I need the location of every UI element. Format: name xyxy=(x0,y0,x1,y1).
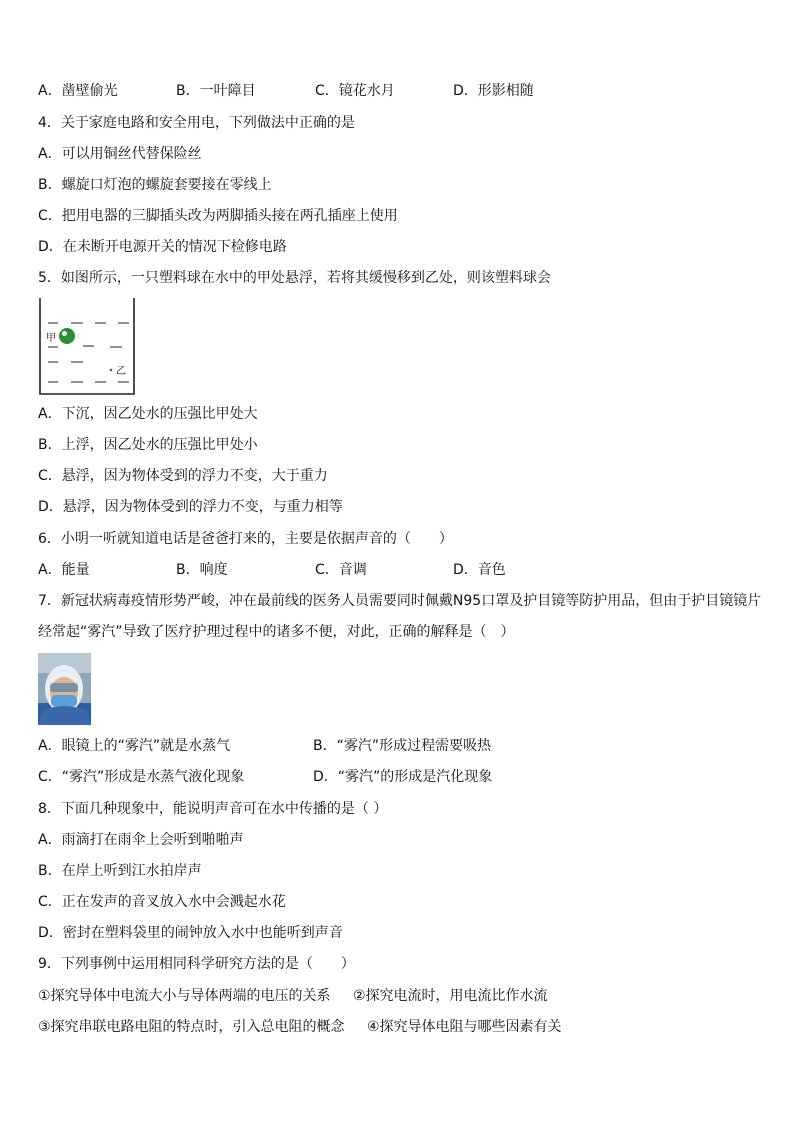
q9-item-2: ②探究电流时，用电流比作水流 xyxy=(353,988,548,1004)
q7-stem-line1: 7．新冠状病毒疫情形势严峻，冲在最前线的医务人员需要同时佩戴N95口罩及护目镜等防护用品，但由于护目镜镜片 xyxy=(38,593,762,609)
q7-option-a: A．眼镜上的“雾汽”就是水蒸气 xyxy=(38,738,231,754)
q8-option-c: C．正在发声的音叉放入水中会溅起水花 xyxy=(38,894,286,910)
q6-option-c: C．音调 xyxy=(315,562,367,578)
q5-option-d: D．悬浮，因为物体受到的浮力不变，与重力相等 xyxy=(38,499,343,515)
q5-beaker-figure xyxy=(38,296,138,398)
q4-stem: 4．关于家庭电路和安全用电，下列做法中正确的是 xyxy=(38,115,355,131)
q5-option-c: C．悬浮，因为物体受到的浮力不变，大于重力 xyxy=(38,468,328,484)
q9-item-3: ③探究串联电路电阻的特点时，引入总电阻的概念 xyxy=(38,1019,345,1035)
q7-option-b: B．“雾汽”形成过程需要吸热 xyxy=(313,738,492,754)
label-jia: 甲 xyxy=(46,333,56,344)
q9-item-1: ①探究导体中电流大小与导体两端的电压的关系 xyxy=(38,988,331,1004)
q9-item-4: ④探究导体电阻与哪些因素有关 xyxy=(367,1019,562,1035)
q5-option-a: A．下沉，因乙处水的压强比甲处大 xyxy=(38,406,258,422)
q4-option-b: B．螺旋口灯泡的螺旋套要接在零线上 xyxy=(38,177,272,193)
q3-option-c: C．镜花水月 xyxy=(315,83,395,99)
q6-stem: 6．小明一听就知道电话是爸爸打来的，主要是依据声音的（ ） xyxy=(38,531,453,547)
q8-option-b: B．在岸上听到江水拍岸声 xyxy=(38,863,202,879)
q5-option-b: B．上浮，因乙处水的压强比甲处小 xyxy=(38,437,258,453)
q4-option-d: D．在未断开电源开关的情况下检修电路 xyxy=(38,239,287,255)
q8-option-a: A．雨滴打在雨伞上会听到啪啪声 xyxy=(38,832,244,848)
q3-option-a: A．凿壁偷光 xyxy=(38,83,118,99)
q6-option-b: B．响度 xyxy=(176,562,228,578)
q7-option-d: D．“雾汽”的形成是汽化现象 xyxy=(313,769,493,785)
q8-stem: 8．下面几种现象中，能说明声音可在水中传播的是（ ） xyxy=(38,801,388,817)
q7-stem-line2: 经常起“雾汽”导致了医疗护理过程中的诸多不便，对此，正确的解释是（ ） xyxy=(38,624,515,640)
q4-option-c: C．把用电器的三脚插头改为两脚插头接在两孔插座上使用 xyxy=(38,208,398,224)
q8-option-d: D．密封在塑料袋里的闹钟放入水中也能听到声音 xyxy=(38,925,343,941)
beaker-diagram xyxy=(38,296,138,398)
q6-option-a: A．能量 xyxy=(38,562,90,578)
q6-option-d: D．音色 xyxy=(453,562,506,578)
q9-stem: 9．下列事例中运用相同科学研究方法的是（ ） xyxy=(38,956,355,972)
label-yi: 乙 xyxy=(116,366,126,377)
q3-option-d: D．形影相随 xyxy=(453,83,534,99)
q7-medical-worker-photo xyxy=(38,653,91,725)
q7-option-c: C．“雾汽”形成是水蒸气液化现象 xyxy=(38,769,245,785)
q3-option-b: B．一叶障目 xyxy=(176,83,256,99)
q5-stem: 5．如图所示，一只塑料球在水中的甲处悬浮，若将其缓慢移到乙处，则该塑料球会 xyxy=(38,270,551,286)
medical-worker-image xyxy=(38,653,91,725)
q4-option-a: A．可以用铜丝代替保险丝 xyxy=(38,146,202,162)
